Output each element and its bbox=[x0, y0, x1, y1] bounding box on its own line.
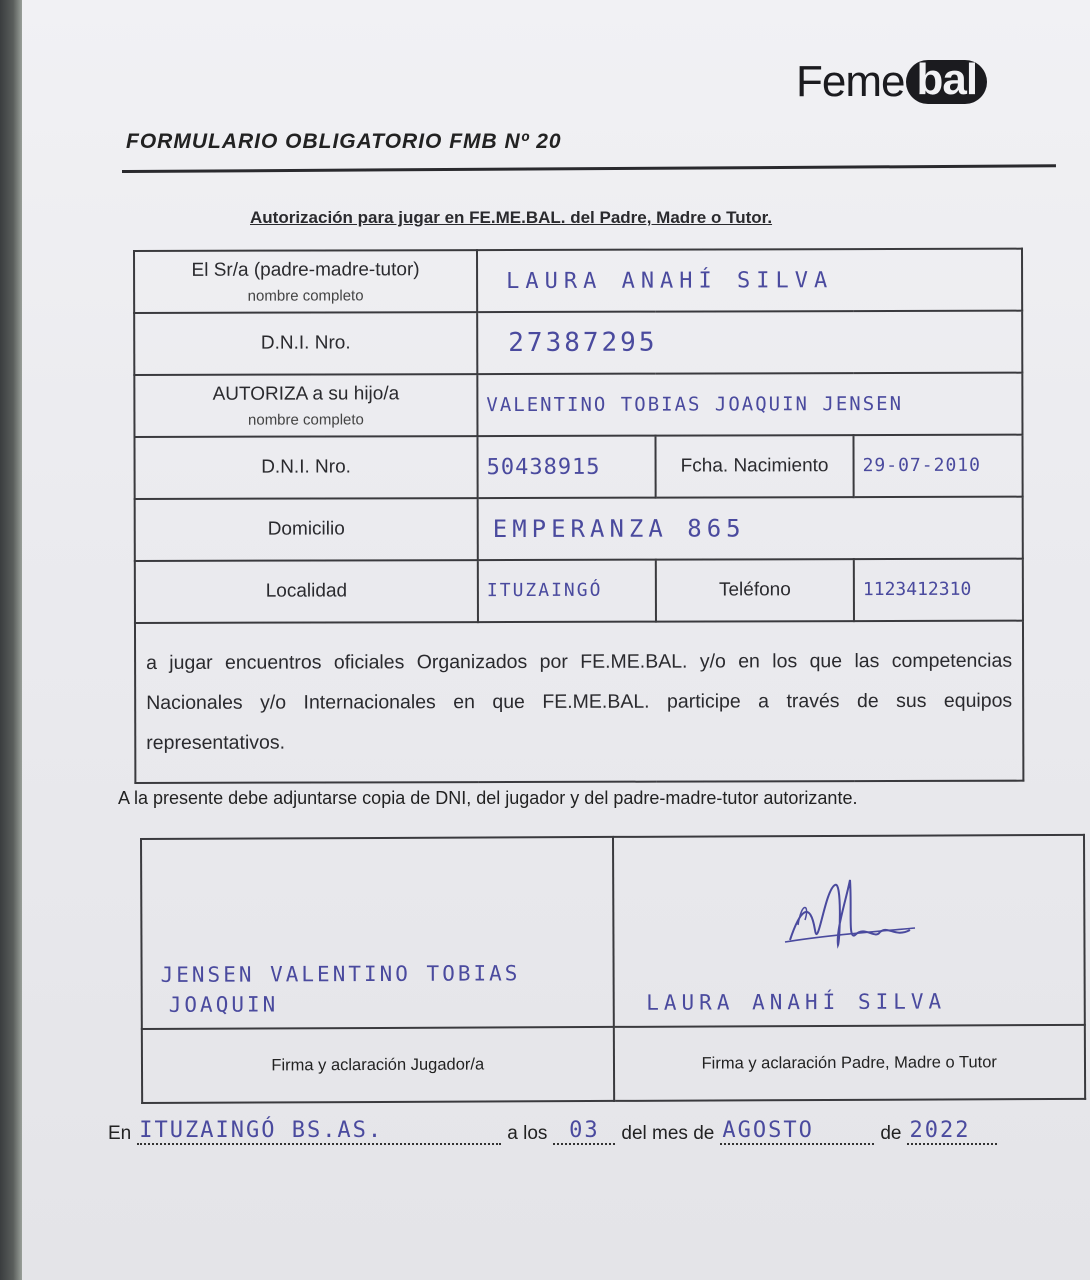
player-name-line2: JOAQUIN bbox=[168, 992, 279, 1017]
month-field bbox=[720, 1118, 874, 1145]
parent-name-label: El Sr/a (padre-madre-tutor) bbox=[191, 258, 420, 281]
parent-signature-name: LAURA ANAHÍ SILVA bbox=[646, 989, 947, 1015]
place-value: ITUZAINGÓ BS.AS. bbox=[139, 1118, 384, 1143]
signature-row bbox=[141, 835, 1085, 1029]
form-subtitle: Autorización para jugar en FE.ME.BAL. del Padre, Madre o Tutor. bbox=[250, 208, 773, 227]
child-name-label: AUTORIZA a su hijo/a bbox=[212, 382, 400, 405]
child-dni-row bbox=[134, 435, 1022, 499]
footer-del-mes-de: del mes de bbox=[621, 1123, 715, 1144]
femebal-logo bbox=[796, 55, 987, 106]
city-row bbox=[135, 559, 1023, 623]
parent-name-cell bbox=[477, 249, 1022, 312]
parent-name-value: LAURA ANAHÍ SILVA bbox=[506, 267, 834, 294]
month-value: AGOSTO bbox=[722, 1118, 814, 1143]
player-caption: Firma y aclaración Jugador/a bbox=[142, 1027, 614, 1103]
paragraph-row bbox=[135, 621, 1023, 783]
year-field bbox=[907, 1118, 997, 1145]
footer-a-los: a los bbox=[507, 1123, 548, 1144]
footer-en: En bbox=[108, 1123, 132, 1144]
form-title: FORMULARIO OBLIGATORIO FMB Nº 20 bbox=[126, 130, 562, 153]
place-field bbox=[137, 1118, 501, 1145]
parent-caption: Firma y aclaración Padre, Madre o Tutor bbox=[613, 1025, 1085, 1101]
parent-name-row bbox=[134, 249, 1022, 313]
parent-dni-row bbox=[134, 311, 1022, 375]
child-name-sublabel: nombre completo bbox=[247, 410, 364, 429]
year-value: 2022 bbox=[909, 1118, 971, 1143]
parent-name-label-cell bbox=[134, 250, 477, 313]
handwritten-signature bbox=[780, 870, 920, 960]
caption-row bbox=[142, 1025, 1085, 1103]
day-field bbox=[553, 1118, 615, 1145]
child-name-cell bbox=[477, 373, 1022, 436]
child-dni-value: 50438915 bbox=[486, 454, 601, 480]
phone-label: Teléfono bbox=[656, 559, 854, 622]
address-cell bbox=[478, 497, 1023, 560]
signature-table bbox=[140, 834, 1086, 1104]
parent-dni-cell bbox=[477, 311, 1022, 374]
footer-de: de bbox=[880, 1123, 902, 1144]
parent-dni-value: 27387295 bbox=[508, 327, 658, 359]
address-label: Domicilio bbox=[135, 498, 478, 561]
birth-date-label: Fcha. Nacimiento bbox=[655, 435, 853, 498]
child-name-label-cell bbox=[134, 374, 477, 437]
player-signature-cell bbox=[141, 837, 613, 1029]
logo-badge: bal bbox=[906, 60, 987, 104]
date-place-line bbox=[108, 1118, 1003, 1145]
day-value: 03 bbox=[569, 1118, 600, 1143]
child-name-value: VALENTINO TOBIAS JOAQUIN JENSEN bbox=[486, 392, 904, 416]
city-value: ITUZAINGÓ bbox=[486, 579, 603, 602]
child-name-row bbox=[134, 373, 1022, 437]
background-edge bbox=[0, 0, 22, 1280]
player-name-line1: JENSEN VALENTINO TOBIAS bbox=[160, 961, 521, 987]
city-cell bbox=[478, 560, 656, 622]
attachment-note: A la presente debe adjuntarse copia de DNI, del jugador y del padre-madre-tutor autorizante. bbox=[118, 788, 858, 808]
logo-text: Feme bbox=[796, 57, 905, 106]
authorization-table bbox=[133, 248, 1024, 784]
birth-date-value: 29-07-2010 bbox=[862, 454, 981, 477]
address-value: EMPERANZA 865 bbox=[492, 514, 746, 544]
address-row bbox=[135, 497, 1023, 561]
phone-cell bbox=[854, 559, 1023, 621]
birth-date-cell bbox=[853, 435, 1022, 497]
authorization-paragraph: a jugar encuentros oficiales Organizados por FE.ME.BAL. y/o en los que las competencias Nacionales y/o Internacionales en que FE.ME.BAL. participe a través de sus equipos representativos. bbox=[135, 621, 1023, 783]
parent-dni-label: D.N.I. Nro. bbox=[134, 312, 477, 375]
phone-value: 1123412310 bbox=[862, 578, 972, 601]
city-label: Localidad bbox=[135, 560, 478, 623]
child-dni-cell bbox=[477, 436, 655, 498]
parent-name-sublabel: nombre completo bbox=[247, 286, 364, 305]
child-dni-label: D.N.I. Nro. bbox=[134, 436, 477, 499]
